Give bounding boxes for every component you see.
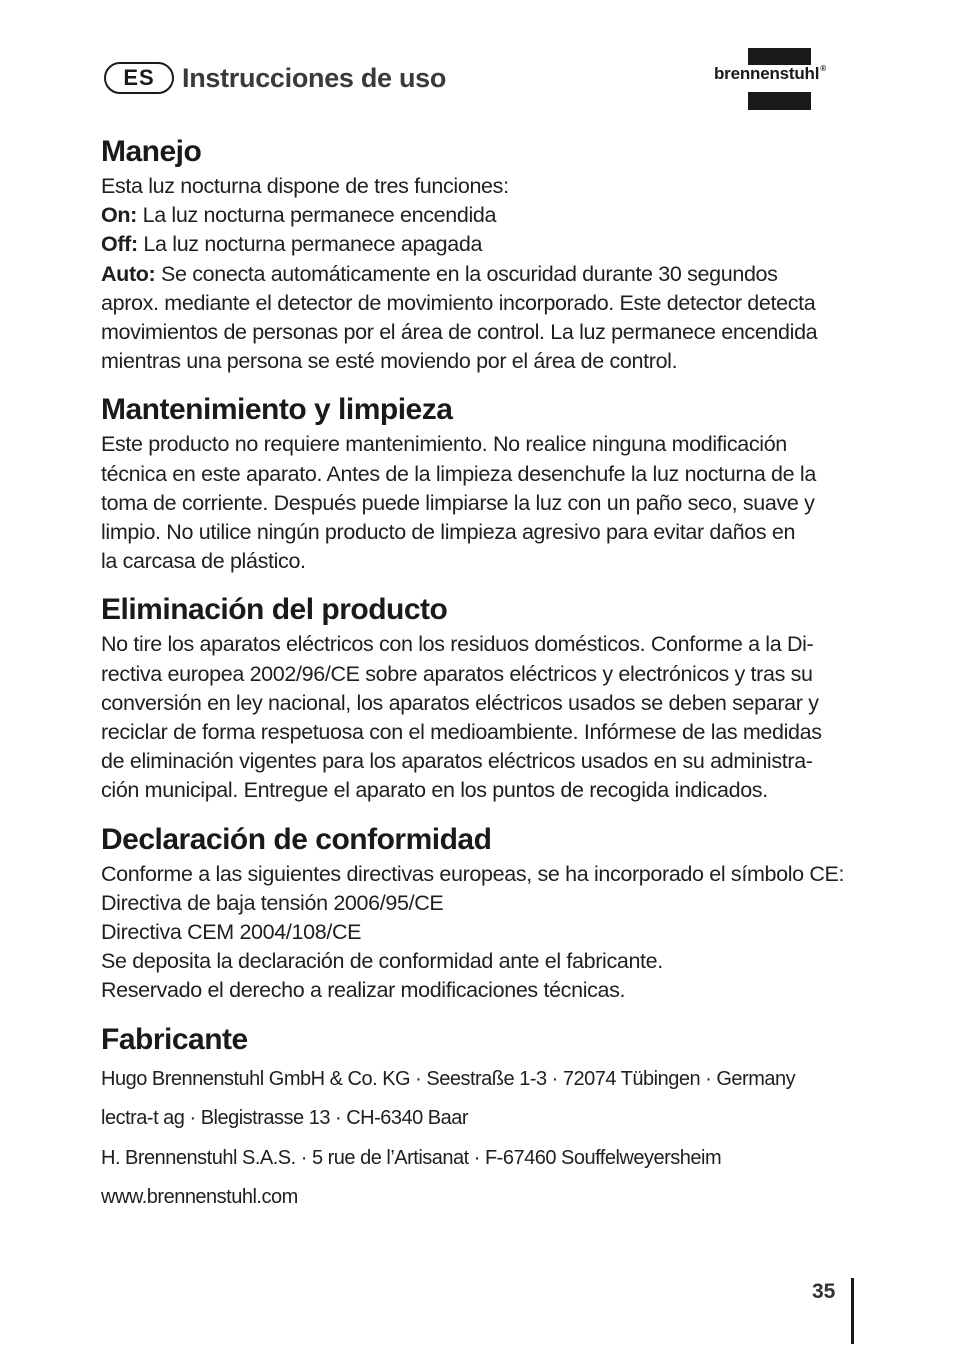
logo-text: brennenstuhl <box>714 64 820 83</box>
section-body <box>101 860 861 1006</box>
logo-top-bar <box>748 48 811 65</box>
label-off: Off: <box>101 232 138 257</box>
text-on: La luz nocturna permanece encendida <box>136 203 497 228</box>
section-title: Manejo <box>101 135 202 168</box>
section-title: Eliminación del producto <box>101 593 448 627</box>
manufacturer-address: lectra-t ag · Blegistrasse 13 · CH-6340 Baar <box>101 1107 469 1130</box>
page-number-rule <box>851 1278 854 1344</box>
registered-mark: ® <box>820 64 826 73</box>
manufacturer-address: H. Brennenstuhl S.A.S. · 5 rue de l’Artisanat · F-67460 Souffelweyersheim <box>101 1146 722 1169</box>
text-line: de eliminación vigentes para los aparatos eléctricos usados en su administra- <box>101 749 813 774</box>
text-line: movimientos de personas por el área de control. La luz permanece encendida <box>101 320 818 345</box>
logo-wordmark <box>714 64 826 84</box>
label-auto: Auto: <box>101 261 156 286</box>
label-on: On: <box>101 203 137 228</box>
text-line: Directiva CEM 2004/108/CE <box>101 920 362 945</box>
text-line: Esta luz nocturna dispone de tres funciones: <box>101 174 509 198</box>
text-line: toma de corriente. Después puede limpiarse la luz con un paño seco, suave y <box>101 490 815 515</box>
section-manejo <box>101 132 861 376</box>
section-body <box>101 172 861 376</box>
text-line: ción municipal. Entregue el aparato en los puntos de recogida indicados. <box>101 778 768 803</box>
section-title: Fabricante <box>101 1022 248 1056</box>
text-line: técnica en este aparato. Antes de la limpieza desenchufe la luz nocturna de la <box>101 461 816 486</box>
language-badge: ES <box>104 62 174 94</box>
section-body <box>101 430 861 576</box>
text-line: la carcasa de plástico. <box>101 549 306 574</box>
section-mantenimiento <box>101 390 861 576</box>
text-line: Se deposita la declaración de conformidad ante el fabricante. <box>101 949 663 974</box>
text-line: Este producto no requiere mantenimiento. No realice ninguna modificación <box>101 432 787 457</box>
text-line: Conforme a las siguientes directivas europeas, se ha incorporado el símbolo CE: <box>101 861 845 886</box>
header-title: Instrucciones de uso <box>182 62 447 93</box>
section-declaracion <box>101 820 861 1006</box>
main-content <box>101 132 861 1232</box>
text-line: reciclar de forma respetuosa con el medioambiente. Infórmese de las medidas <box>101 720 822 745</box>
section-eliminacion <box>101 590 861 805</box>
text-line: limpio. No utilice ningún producto de limpieza agresivo para evitar daños en <box>101 520 796 545</box>
section-title: Declaración de conformidad <box>101 822 492 856</box>
page-number: 35 <box>812 1280 836 1303</box>
section-title: Mantenimiento y limpieza <box>101 393 453 427</box>
text-line: No tire los aparatos eléctricos con los residuos domésticos. Conforme a la Di- <box>101 632 814 657</box>
text-line: conversión en ley nacional, los aparatos eléctricos usados se deben separar y <box>101 690 819 715</box>
text-line: Directiva de baja tensión 2006/95/CE <box>101 890 444 915</box>
text-off: La luz nocturna permanece apagada <box>137 232 483 257</box>
section-body <box>101 630 861 805</box>
text-line: mientras una persona se esté moviendo por el área de control. <box>101 349 678 374</box>
section-fabricante <box>101 1020 861 1218</box>
text-line: rectiva europea 2002/96/CE sobre aparatos eléctricos y electrónicos y tras su <box>101 661 813 686</box>
text-line: Reservado el derecho a realizar modificaciones técnicas. <box>101 978 626 1003</box>
text-line: Se conecta automáticamente en la oscuridad durante 30 segundos <box>155 261 778 286</box>
website-link[interactable]: www.brennenstuhl.com <box>101 1186 298 1209</box>
manufacturer-address: Hugo Brennenstuhl GmbH & Co. KG · Seestraße 1-3 · 72074 Tübingen · Germany <box>101 1067 796 1090</box>
logo-bottom-bar <box>748 92 811 110</box>
page-header <box>104 62 446 94</box>
text-line: aprox. mediante el detector de movimiento incorporado. Este detector detecta <box>101 290 816 315</box>
brand-logo <box>714 48 864 112</box>
